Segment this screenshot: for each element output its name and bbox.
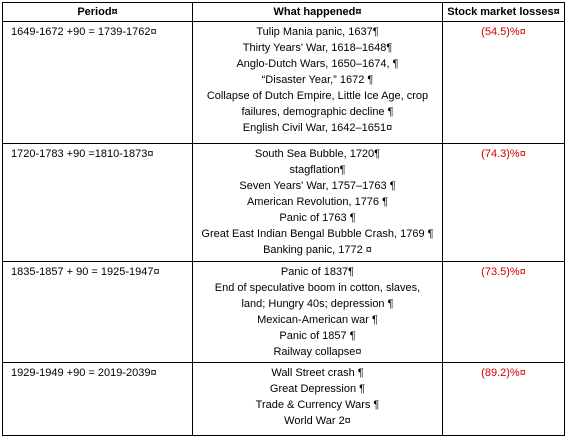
table-row <box>3 363 565 436</box>
period-cell: 1835-1857 + 90 = 1925-1947¤ <box>3 262 193 363</box>
event-line: Collapse of Dutch Empire, Little Ice Age, crop <box>206 90 429 102</box>
event-line: land; Hungry 40s; depression ¶ <box>241 298 394 310</box>
loss-cell <box>443 262 565 363</box>
event-line: Thirty Years' War, 1618–1648¶ <box>242 42 393 54</box>
table-row <box>3 144 565 262</box>
header-row <box>3 3 565 22</box>
event-line: Trade & Currency Wars ¶ <box>255 399 380 411</box>
event-line: Wall Street crash ¶ <box>271 367 364 379</box>
events-cell <box>193 144 443 262</box>
event-line: Great Depression ¶ <box>269 383 366 395</box>
event-line: Banking panic, 1772 ¤ <box>263 244 372 256</box>
table-row <box>3 22 565 144</box>
header-period: Period¤ <box>3 3 193 22</box>
event-line: World War 2¤ <box>284 415 351 427</box>
loss-cell <box>443 144 565 262</box>
event-line: Anglo-Dutch Wars, 1650–1674, ¶ <box>236 58 399 70</box>
header-what-happened: What happened¤ <box>193 3 443 22</box>
event-line: “Disaster Year,” 1672 ¶ <box>261 74 374 86</box>
event-line: Great East Indian Bengal Bubble Crash, 1769 ¶ <box>201 228 434 240</box>
event-line: English Civil War, 1642–1651¤ <box>242 122 393 134</box>
event-line: Railway collapse¤ <box>273 346 362 358</box>
event-line: Mexican-American war ¶ <box>257 314 378 326</box>
stock-market-history-table <box>2 2 565 436</box>
event-line: failures, demographic decline ¶ <box>241 106 394 118</box>
event-line: Panic of 1837¶ <box>280 266 355 278</box>
event-line: South Sea Bubble, 1720¶ <box>254 148 381 160</box>
event-line: Panic of 1763 ¶ <box>279 212 356 224</box>
period-cell: 1720-1783 +90 =1810-1873¤ <box>3 144 193 262</box>
loss-cell <box>443 363 565 436</box>
events-cell <box>193 262 443 363</box>
table-row <box>3 262 565 363</box>
period-cell: 1929-1949 +90 = 2019-2039¤ <box>3 363 193 436</box>
events-cell <box>193 363 443 436</box>
event-line: End of speculative boom in cotton, slaves, <box>214 282 421 294</box>
event-line: stagflation¶ <box>289 164 346 176</box>
event-line: American Revolution, 1776 ¶ <box>246 196 389 208</box>
event-line: Tulip Mania panic, 1637¶ <box>256 26 379 38</box>
loss-value: (74.3)%¤ <box>481 148 526 160</box>
loss-value: (54.5)%¤ <box>481 26 526 38</box>
loss-value: (73.5)%¤ <box>481 266 526 278</box>
header-stock-losses: Stock market losses¤ <box>443 3 565 22</box>
period-cell: 1649-1672 +90 = 1739-1762¤ <box>3 22 193 144</box>
loss-value: (89.2)%¤ <box>481 367 526 379</box>
event-line: Panic of 1857 ¶ <box>279 330 356 342</box>
events-cell <box>193 22 443 144</box>
event-line: Seven Years' War, 1757–1763 ¶ <box>239 180 396 192</box>
loss-cell <box>443 22 565 144</box>
